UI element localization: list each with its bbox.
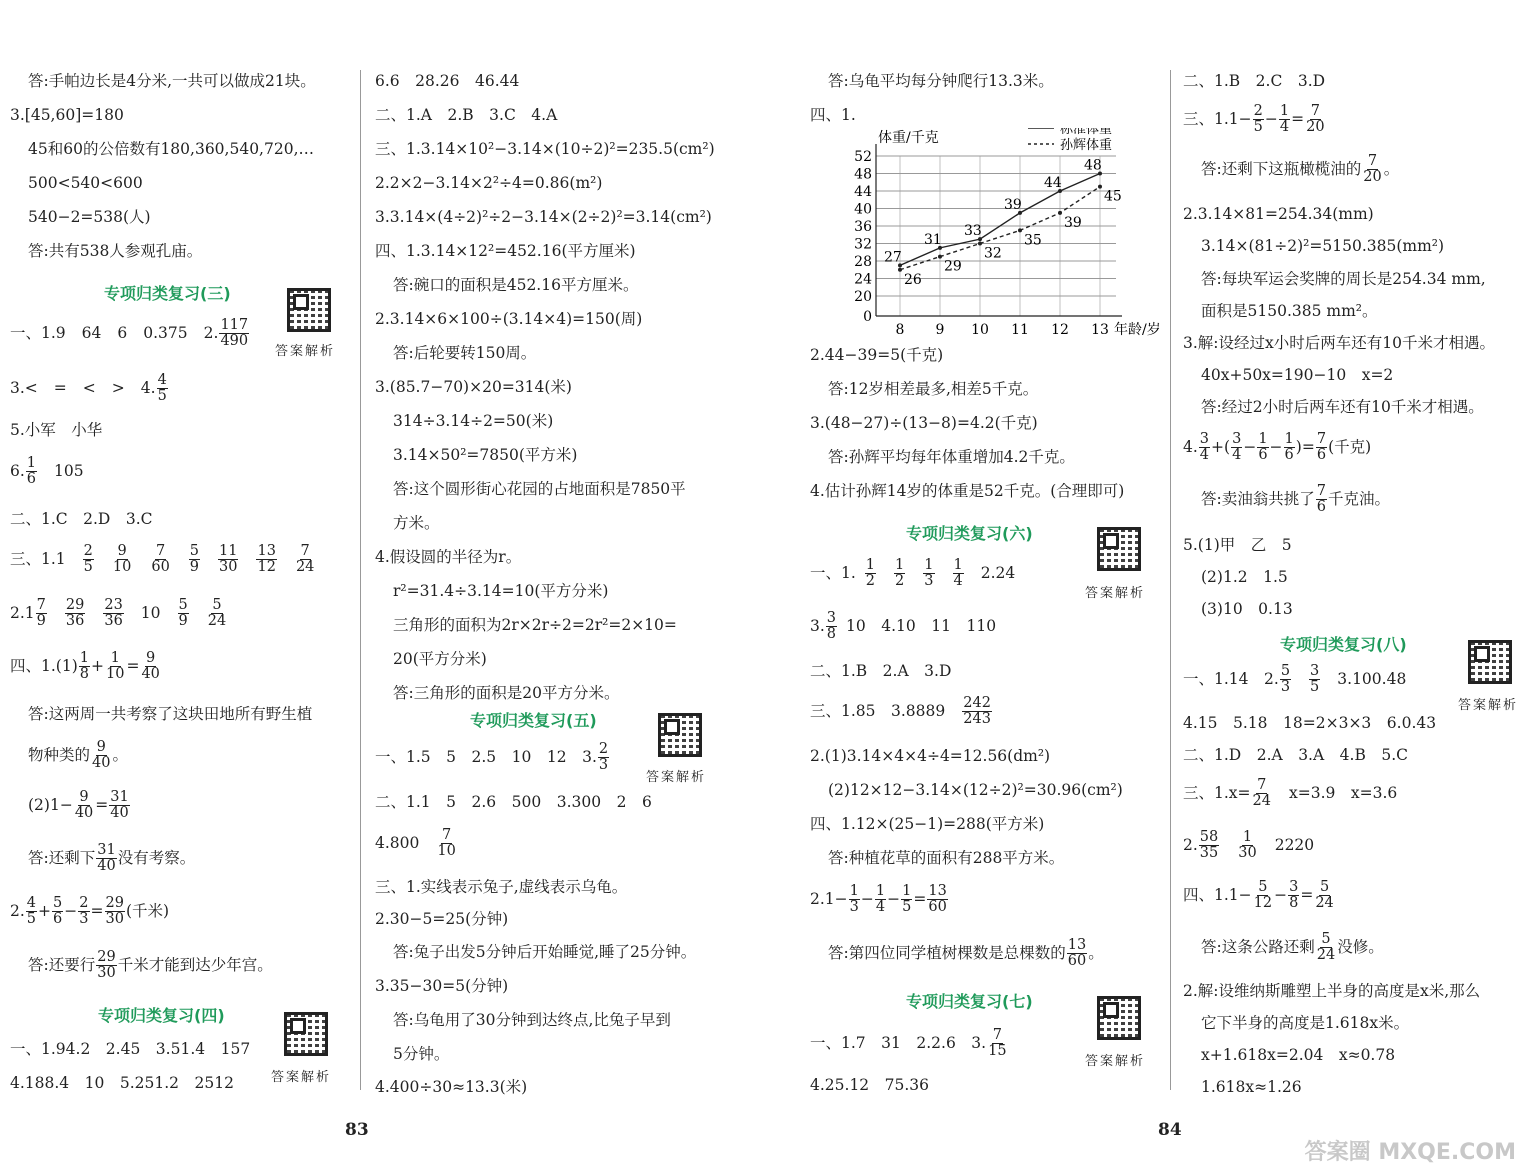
answer: 6.6 28.26 46.44 [375, 72, 520, 90]
fraction: $\frac{1}{4}$ [953, 557, 963, 590]
answer: 5.小军 小华 [10, 421, 103, 439]
fraction: $\frac{7}{24}$ [1252, 777, 1271, 810]
fraction: $\frac{1}{3}$ [849, 883, 859, 916]
answer: 答:三角形的面积是20平方分米。 [393, 684, 620, 702]
fraction: $\frac{2}{3}$ [598, 741, 609, 774]
answer: > [111, 379, 125, 398]
answer: 3.14×50²=7850(平方米) [393, 446, 578, 464]
y-tick-label: 32 [854, 236, 872, 253]
answer: 6. [10, 462, 25, 481]
fraction: $\frac{3}{8}$ [1289, 879, 1299, 912]
x-tick-label: 10 [971, 322, 989, 338]
fraction: $\frac{4}{5}$ [26, 895, 37, 928]
answer: 四、1.(1) [10, 657, 78, 676]
y-tick-label: 36 [854, 219, 872, 235]
qr-code[interactable] [287, 288, 331, 332]
answer: 2. [203, 324, 219, 343]
answer: (2)1.2 1.5 [1201, 568, 1288, 586]
fraction: $\frac{7}{20}$ [1306, 103, 1325, 136]
answer: 三、1.x= [1183, 784, 1251, 803]
answer: 三、1.85 3.8889 [810, 702, 946, 721]
answer: 答:这两周一共考察了这块田地所有野生植 [28, 705, 313, 723]
answer: 一、1.5 5 2.5 10 12 3. [375, 748, 597, 767]
watermark: 答案圈 MXQE.COM [1304, 1140, 1516, 1165]
answer: 四、1.12×(25−1)=288(平方米) [810, 815, 1045, 833]
answer: 2.44−39=5(千克) [810, 346, 944, 364]
fraction: $\frac{29}{36}$ [65, 597, 85, 630]
answer: 5分钟。 [393, 1045, 450, 1063]
answer: 4.800 [375, 834, 420, 853]
answer: 二、1.D 2.A 3.A 4.B 5.C [1183, 746, 1409, 764]
fraction: $\frac{242}{243}$ [963, 695, 991, 728]
answer: 答:孙辉平均每年体重增加4.2千克。 [828, 448, 1075, 466]
answer: 答:这个圆形街心花园的占地面积是7850平 [393, 480, 686, 498]
fraction: $\frac{31}{40}$ [97, 842, 116, 875]
qr-caption: 答案解析 [1458, 698, 1519, 713]
qr-caption: 答案解析 [1085, 1054, 1146, 1069]
x-tick-label: 8 [895, 322, 905, 338]
column-divider [1170, 70, 1171, 1090]
answer: < [82, 379, 96, 398]
fraction: $\frac{2}{5}$ [1253, 103, 1263, 136]
operator: = [1291, 110, 1305, 129]
fraction: $\frac{3}{5}$ [1310, 663, 1320, 696]
answer: 1.618x≈1.26 [1201, 1078, 1302, 1096]
text-line: 答:手帕边长是4分米,一共可以做成21块。 [28, 72, 316, 90]
text-line: 45和60的公倍数有180,360,540,720,… [28, 140, 314, 158]
weight-chart [818, 128, 1163, 338]
answer: 方米。 [393, 514, 440, 532]
fraction: $\frac{9}{10}$ [112, 543, 132, 576]
answer: (千克) [1328, 438, 1372, 457]
qr-caption: 答案解析 [275, 344, 336, 359]
answer: 答:乌龟用了30分钟到达终点,比兔子早到 [393, 1011, 671, 1029]
answer: 答:兔子出发5分钟后开始睡觉,睡了25分钟。 [393, 943, 697, 961]
data-label: 27 [884, 249, 902, 266]
fraction: $\frac{117}{490}$ [220, 317, 249, 350]
answer: 答:第四位同学植树棵数是总棵数的 [828, 944, 1066, 963]
answer: 四、1. [810, 106, 856, 124]
fraction: $\frac{1}{5}$ [902, 883, 912, 916]
fraction: $\frac{3}{8}$ [826, 610, 837, 643]
text-line: 500<540<600 [28, 174, 143, 192]
x-tick-label: 9 [935, 322, 945, 338]
data-label: 26 [904, 271, 922, 288]
operator: − [1269, 438, 1283, 457]
section-title: 专项归类复习(六) [906, 524, 1033, 543]
fraction: $\frac{1}{6}$ [1258, 431, 1268, 464]
answer: 10 [140, 604, 161, 623]
answer: 二、1.1 5 2.6 500 3.300 2 6 [375, 793, 652, 811]
fraction: $\frac{58}{35}$ [1199, 829, 1219, 862]
answer: 2.24 [980, 564, 1016, 583]
answer: 40x+50x=190−10 x=2 [1201, 366, 1394, 384]
answer: 4.15 5.18 18=2×3×3 6.0.43 [1183, 714, 1437, 732]
answer: 物种类的 [28, 746, 91, 765]
qr-caption: 答案解析 [1085, 586, 1146, 601]
fraction: $\frac{29}{30}$ [105, 895, 124, 928]
operator: = [913, 890, 927, 909]
fraction: $\frac{1}{4}$ [875, 883, 886, 916]
answer: 一、1.94.2 2.45 3.51.4 157 [10, 1040, 251, 1058]
answer: 3.< [10, 379, 38, 398]
answer: 6 [117, 324, 128, 343]
section-title: 专项归类复习(七) [906, 992, 1033, 1011]
answer: 答:乌龟平均每分钟爬行13.3米。 [828, 72, 1054, 90]
answer: 3.14×(81÷2)²=5150.385(mm²) [1201, 237, 1445, 255]
fraction: $\frac{2}{5}$ [83, 543, 93, 576]
answer: 4.188.4 10 5.251.2 2512 [10, 1074, 234, 1092]
answer: (2)1− [28, 796, 73, 815]
answer: 3.解:设经过x小时后两车还有10千米才相遇。 [1183, 334, 1495, 352]
fraction: $\frac{7}{6}$ [1316, 431, 1327, 464]
qr-code[interactable] [1097, 527, 1141, 571]
data-label: 39 [1004, 196, 1022, 213]
legend-label: 孙辉体重 [1060, 138, 1113, 153]
fraction: $\frac{1}{6}$ [1284, 431, 1294, 464]
answer: 3. [810, 617, 825, 636]
answer: 2.2×2−3.14×2²÷4=0.86(m²) [375, 174, 603, 192]
data-label: 31 [924, 231, 942, 248]
qr-caption: 答案解析 [271, 1070, 332, 1085]
fraction: $\frac{3}{4}$ [1232, 431, 1242, 464]
legend-label: 标准体重 [1060, 128, 1113, 137]
answer: 它下半身的高度是1.618x米。 [1201, 1014, 1410, 1032]
answer: 二、1.B 2.C 3.D [1183, 72, 1326, 90]
answer: x=3.9 x=3.6 [1288, 784, 1398, 803]
data-label: 44 [1044, 175, 1062, 191]
operator: = [1300, 886, 1314, 905]
fraction: $\frac{1}{4}$ [1279, 103, 1290, 136]
fraction: $\frac{13}{60}$ [928, 883, 947, 916]
answer: 没有考察。 [117, 849, 196, 868]
data-label: 32 [984, 245, 1002, 262]
fraction: $\frac{13}{60}$ [1067, 937, 1087, 970]
answer: 二、1.C 2.D 3.C [10, 510, 153, 528]
answer: 2.(1)3.14×4×4÷4=12.56(dm²) [810, 747, 1051, 765]
fraction: $\frac{5}{9}$ [178, 597, 188, 630]
fraction: $\frac{11}{30}$ [219, 543, 238, 576]
answer: 5.(1)甲 乙 5 [1183, 536, 1292, 554]
fraction: $\frac{31}{40}$ [110, 789, 129, 822]
section-title: 专项归类复习(五) [470, 711, 597, 730]
answer: 。 [1383, 160, 1400, 179]
y-tick-label: 48 [854, 166, 872, 183]
answer: 4. [1183, 438, 1198, 457]
fraction: $\frac{1}{6}$ [26, 455, 37, 488]
answer: 答:12岁相差最多,相差5千克。 [828, 380, 1039, 398]
operator: − [64, 902, 78, 921]
answer: 答:还剩下这瓶橄榄油的 [1201, 160, 1362, 179]
qr-caption: 答案解析 [646, 770, 707, 785]
fraction: $\frac{7}{60}$ [151, 543, 170, 576]
answer: x+1.618x=2.04 x≈0.78 [1201, 1046, 1396, 1064]
operator: = [95, 796, 109, 815]
y-tick-label: 0 [863, 309, 872, 325]
operator: )= [1295, 438, 1315, 457]
answer: 2. [1183, 836, 1198, 855]
answer: 答:后轮要转150周。 [393, 344, 537, 362]
answer: 。 [1088, 944, 1104, 963]
answer: 一、1.9 [10, 324, 66, 343]
answer: 3.(48−27)÷(13−8)=4.2(千克) [810, 414, 1038, 432]
x-tick-label: 12 [1051, 322, 1069, 338]
answer: 3.100.48 [1337, 670, 1407, 689]
data-label: 33 [964, 223, 982, 240]
answer: 10 4.10 11 110 [846, 617, 997, 636]
answer: 4. [140, 379, 156, 398]
data-point [898, 268, 902, 272]
answer: 64 [81, 324, 102, 343]
operator: = [126, 657, 140, 676]
fraction: $\frac{7}{6}$ [1316, 483, 1326, 516]
text-line: 540−2=538(人) [28, 208, 151, 226]
column-divider [360, 70, 361, 1090]
answer: 千克油。 [1327, 490, 1390, 509]
answer: 2.1− [810, 890, 848, 909]
answer: 一、1.7 31 2.2.6 3. [810, 1034, 987, 1053]
answer: 4.400÷30≈13.3(米) [375, 1078, 528, 1096]
answer: 4.25.12 75.36 [810, 1076, 930, 1094]
y-tick-label: 28 [854, 254, 872, 270]
answer: 答:碗口的面积是452.16平方厘米。 [393, 276, 639, 294]
qr-code[interactable] [658, 713, 702, 757]
answer: 四、1.1− [1183, 886, 1252, 905]
answer: 2.3.14×6×100÷(3.14×4)=150(周) [375, 310, 643, 328]
fraction: $\frac{5}{24}$ [207, 597, 227, 630]
answer: 答:还剩下 [28, 849, 96, 868]
fraction: $\frac{1}{3}$ [924, 557, 934, 590]
section-title: 专项归类复习(三) [104, 284, 231, 303]
answer: 2.解:设维纳斯雕塑上半身的高度是x米,那么 [1183, 982, 1481, 1000]
fraction: $\frac{5}{24}$ [1316, 931, 1336, 964]
fraction: $\frac{5}{12}$ [1253, 879, 1273, 912]
fraction: $\frac{13}{12}$ [257, 543, 276, 576]
fraction: $\frac{9}{40}$ [92, 739, 111, 772]
operator: + [38, 902, 52, 921]
page-number: 84 [1158, 1120, 1182, 1140]
qr-code[interactable] [284, 1012, 328, 1056]
y-axis-label: 体重/千克 [878, 130, 939, 146]
data-point [1018, 228, 1022, 232]
data-label: 48 [1084, 157, 1102, 174]
answer: 三、1.3.14×10²−3.14×(10÷2)²=235.5(cm²) [375, 140, 715, 158]
fraction: $\frac{7}{9}$ [36, 597, 46, 630]
answer: 2.3.14×81=254.34(mm) [1183, 205, 1374, 223]
answer: 。 [112, 746, 128, 765]
fraction: $\frac{5}{24}$ [1315, 879, 1334, 912]
operator: − [1243, 438, 1257, 457]
fraction: $\frac{23}{36}$ [104, 597, 123, 630]
fraction: $\frac{7}{24}$ [295, 543, 315, 576]
fraction: $\frac{1}{8}$ [79, 650, 89, 683]
answer: 答:卖油翁共挑了 [1201, 490, 1315, 509]
operator: − [860, 890, 874, 909]
fraction: $\frac{2}{3}$ [79, 895, 89, 928]
answer: 20(平方分米) [393, 650, 487, 668]
fraction: $\frac{5}{3}$ [1280, 663, 1291, 696]
y-tick-label: 52 [854, 149, 872, 165]
answer: 四、1.3.14×12²=452.16(平方厘米) [375, 242, 636, 260]
data-point [1098, 185, 1102, 189]
text-line: 3.[45,60]=180 [10, 106, 124, 124]
data-point [938, 255, 942, 259]
x-tick-label: 13 [1091, 322, 1109, 338]
answer: 3.35−30=5(分钟) [375, 977, 509, 995]
data-label: 39 [1064, 214, 1082, 231]
fraction: $\frac{1}{2}$ [895, 557, 905, 590]
fraction: $\frac{3}{4}$ [1199, 431, 1210, 464]
qr-code[interactable] [1468, 640, 1512, 684]
operator: = [90, 902, 104, 921]
fraction: $\frac{29}{30}$ [97, 949, 116, 982]
answer: = [53, 379, 67, 398]
answer: 答:还要行 [28, 956, 96, 975]
line-chart [818, 128, 1163, 338]
answer: 3.(85.7−70)×20=314(米) [375, 378, 572, 396]
answer: r²=31.4÷3.14=10(平方分米) [393, 582, 609, 600]
answer: 3.3.14×(4÷2)²÷2−3.14×(2÷2)²=3.14(cm²) [375, 208, 712, 226]
answer: 二、1.A 2.B 3.C 4.A [375, 106, 558, 124]
answer: 0.375 [143, 324, 188, 343]
answer: 答:经过2小时后两车还有10千米才相遇。 [1201, 398, 1484, 416]
answer: 2. [10, 902, 25, 921]
operator: + [90, 657, 104, 676]
answer: 314÷3.14÷2=50(米) [393, 412, 554, 430]
answer: 2220 [1274, 836, 1315, 855]
answer: (2)12×12−3.14×(12÷2)²=30.96(cm²) [828, 781, 1123, 799]
data-label: 45 [1104, 188, 1122, 205]
answer: 2.1 [10, 604, 35, 623]
answer: 面积是5150.385 mm²。 [1201, 302, 1378, 320]
answer: 105 [54, 462, 84, 481]
page-number: 83 [345, 1120, 369, 1140]
answer: 没修。 [1337, 938, 1384, 957]
fraction: $\frac{4}{5}$ [157, 372, 167, 405]
answer: 二、1.B 2.A 3.D [810, 662, 952, 680]
data-label: 35 [1024, 232, 1042, 249]
operator: − [1274, 886, 1288, 905]
fraction: $\frac{1}{2}$ [865, 557, 876, 590]
answer: 三角形的面积为2r×2r÷2=2r²=2×10= [393, 616, 677, 634]
y-tick-label: 20 [854, 289, 872, 305]
operator: +( [1211, 438, 1231, 457]
data-point [978, 242, 982, 246]
answer: 4.估计孙辉14岁的体重是52千克。(合理即可) [810, 482, 1125, 500]
fraction: $\frac{5}{6}$ [53, 895, 63, 928]
x-tick-label: 11 [1011, 322, 1029, 338]
answer: 答:每块军运会奖牌的周长是254.34 mm, [1201, 270, 1486, 288]
fraction: $\frac{9}{40}$ [74, 789, 94, 822]
fraction: $\frac{5}{9}$ [189, 543, 200, 576]
fraction: $\frac{9}{40}$ [141, 650, 160, 683]
y-tick-label: 40 [854, 201, 872, 218]
fraction: $\frac{7}{10}$ [437, 827, 456, 860]
fraction: $\frac{7}{20}$ [1363, 153, 1382, 186]
data-label: 29 [944, 258, 962, 275]
answer: 千米才能到达少年宫。 [117, 956, 273, 975]
answer: 一、1. [810, 564, 856, 583]
answer: 4.假设圆的半径为r。 [375, 548, 522, 566]
answer: (3)10 0.13 [1201, 600, 1293, 618]
answer: (千米) [125, 902, 170, 921]
answer: 一、1.14 2. [1183, 670, 1279, 689]
fraction: $\frac{1}{10}$ [105, 650, 125, 683]
answer: 2.30−5=25(分钟) [375, 910, 509, 928]
section-title: 专项归类复习(八) [1280, 635, 1407, 654]
answer: 答:种植花草的面积有288平方米。 [828, 849, 1065, 867]
data-point [1058, 211, 1062, 215]
qr-code[interactable] [1097, 996, 1141, 1040]
y-tick-label: 24 [854, 271, 872, 288]
answer: 三、1.1 [10, 550, 66, 569]
x-axis-label: 年龄/岁 [1114, 322, 1161, 338]
operator: − [887, 890, 901, 909]
section-title: 专项归类复习(四) [98, 1006, 225, 1025]
fraction: $\frac{7}{15}$ [988, 1027, 1007, 1060]
y-tick-label: 44 [854, 184, 872, 200]
text-line: 答:共有538人参观孔庙。 [28, 242, 203, 260]
answer: 三、1.1− [1183, 110, 1252, 129]
answer: 三、1.实线表示兔子,虚线表示乌龟。 [375, 878, 628, 896]
answer: 答:这条公路还剩 [1201, 938, 1315, 957]
operator: − [1264, 110, 1278, 129]
fraction: $\frac{1}{30}$ [1238, 829, 1257, 862]
